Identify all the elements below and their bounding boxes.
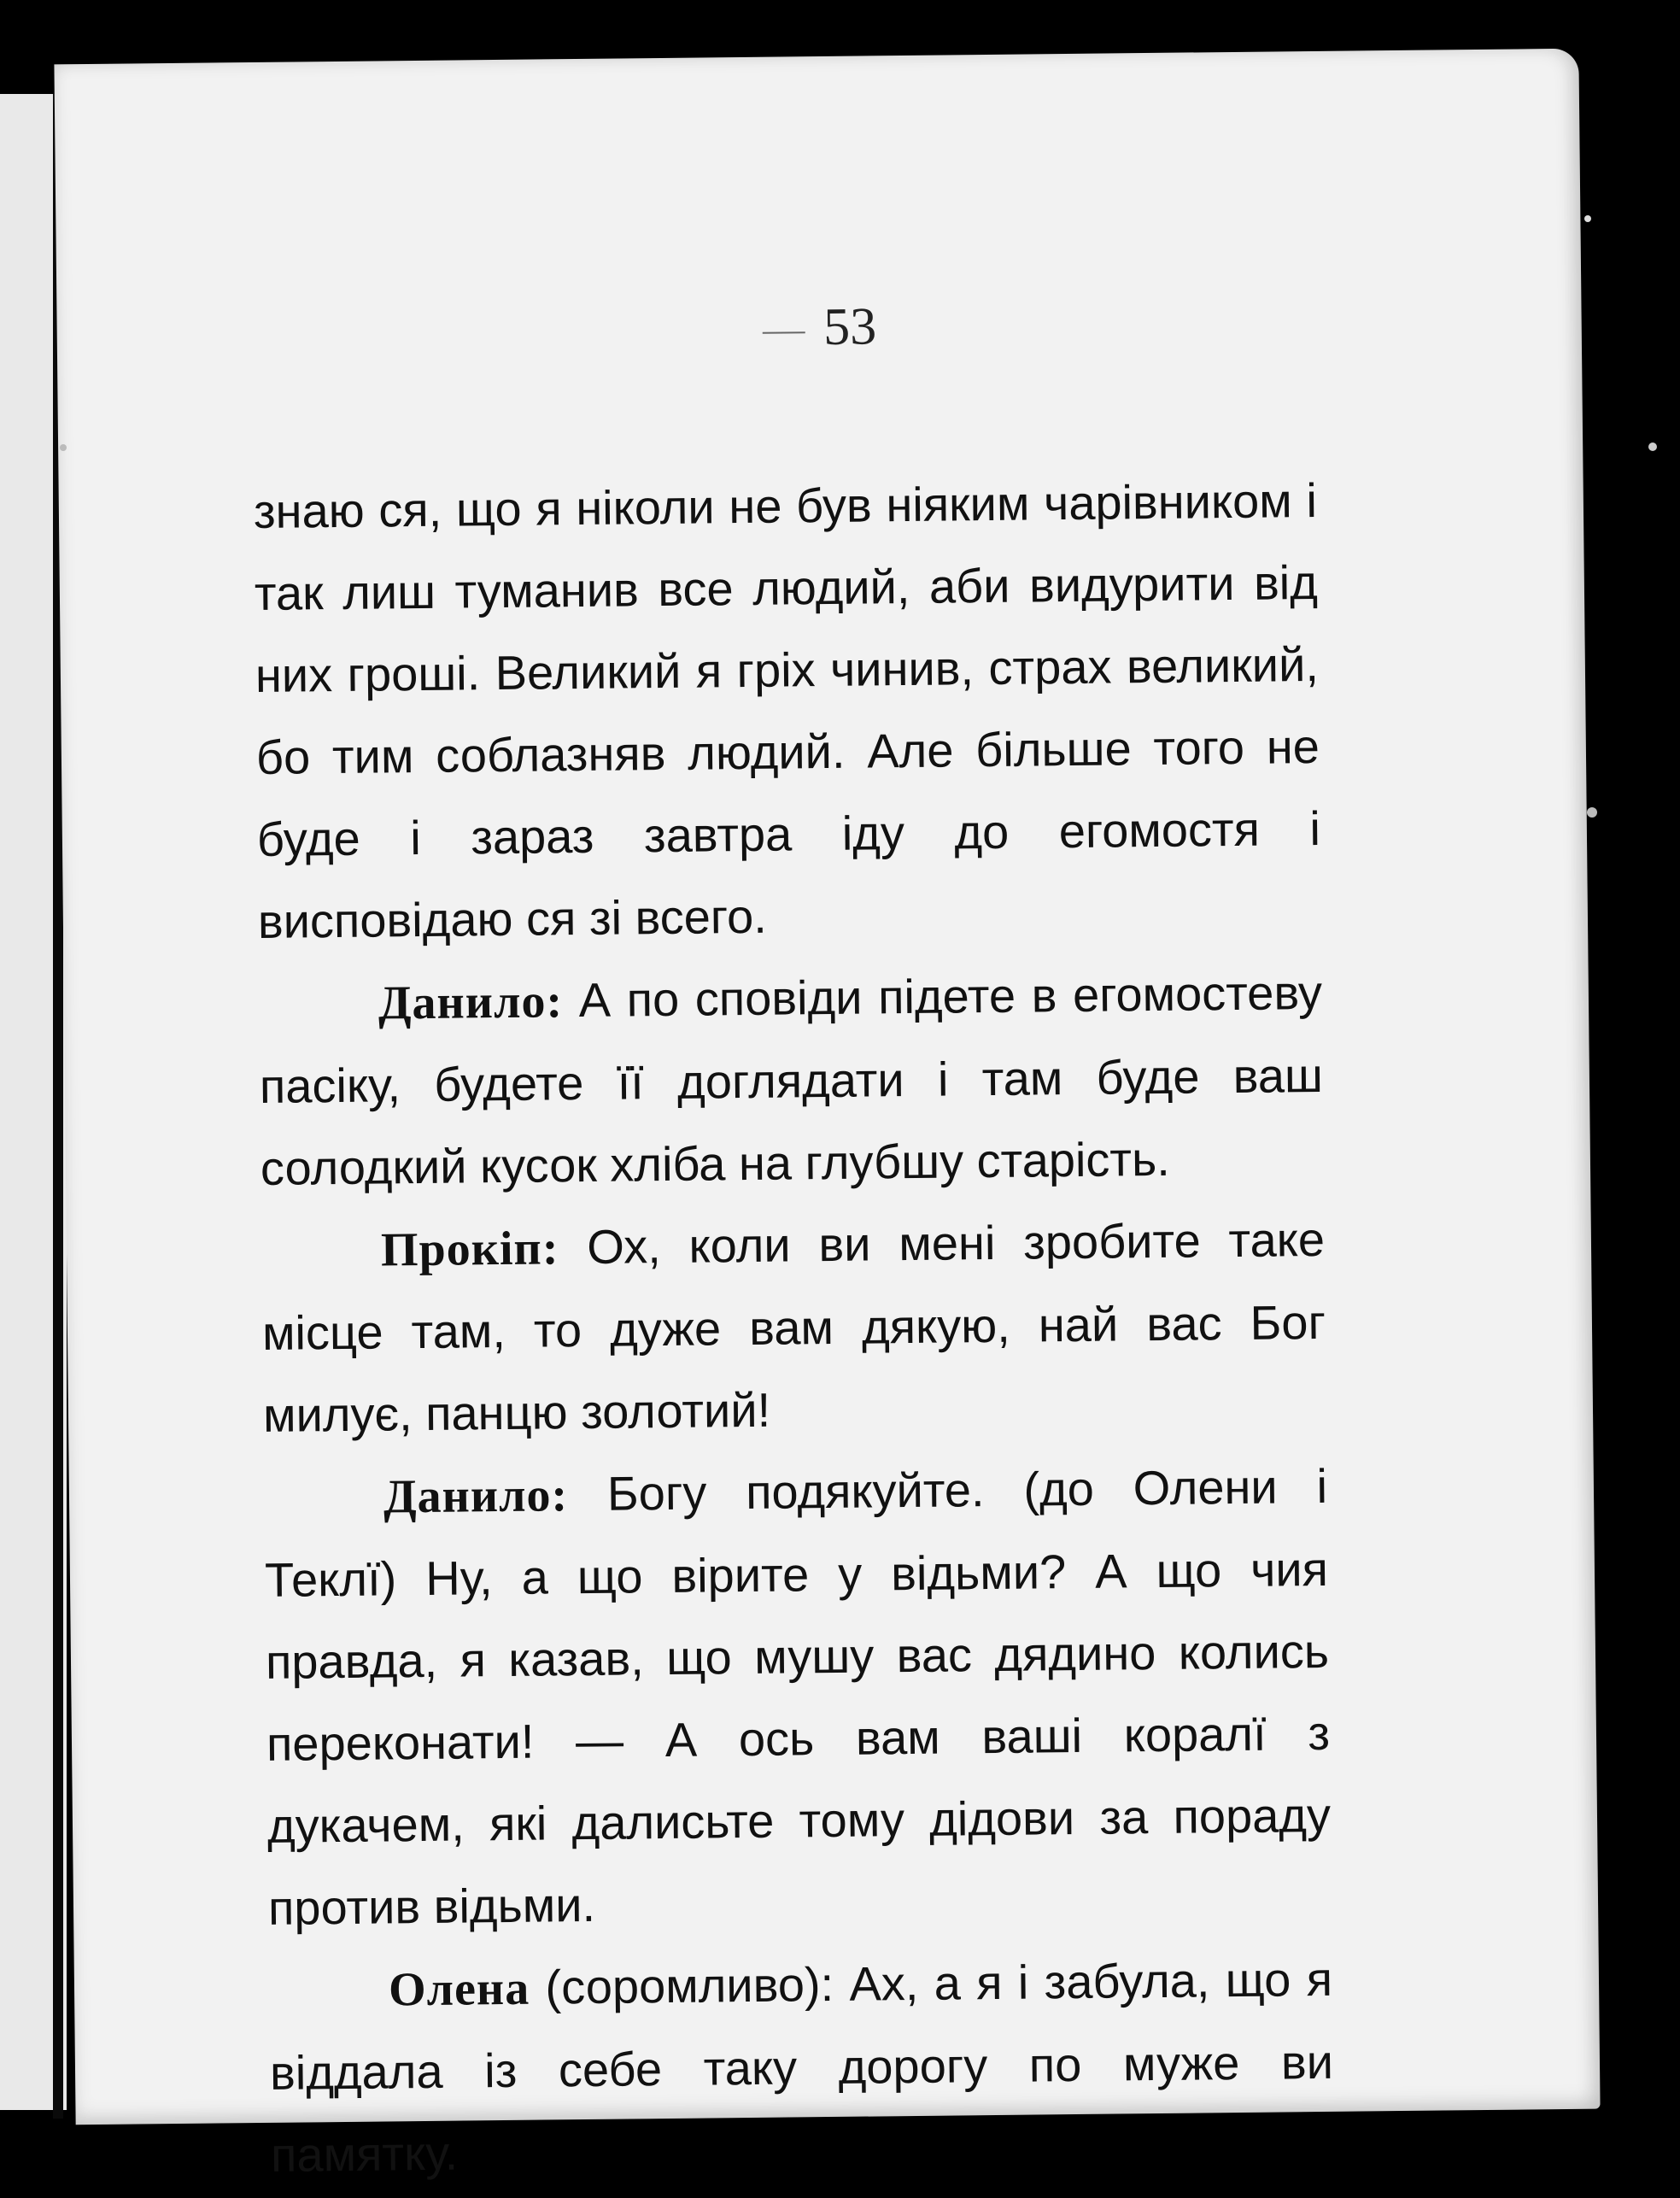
paragraph-text: Богу подякуйте. (до Олени і Теклї) Ну, а що вірите у відьми? А що чия правда, я казав, що мушу вас дядино колись переконати! — А ось вам ваші коралї з дукачем, які далисьте тому дідови за пораду против відьми. [264, 1458, 1332, 1935]
dust-speck [1587, 807, 1597, 818]
dust-speck [1648, 443, 1657, 451]
stage-direction: (соромливо): [545, 1956, 834, 2014]
paragraph-olena [269, 1938, 1335, 2196]
dust-speck [60, 444, 67, 451]
book-page [54, 49, 1600, 2182]
page-number [56, 290, 1582, 366]
dust-speck [1584, 215, 1591, 222]
paragraph-text: Ох, коли ви мені зробите таке місце там, то дуже вам дякую, най вас Бог милує, панцю золотий! [261, 1211, 1326, 1442]
paragraph-danylo-2 [263, 1445, 1332, 1949]
paragraph-text: знаю ся, що я ніколи не був ніяким чарівником і так лиш туманив все людий, аби видурити від них гроші. Великий я гріх чинив, страх великий, бо тим соблазняв людий. Але більше того не буде і зараз завтра іду до егомостя і висповідаю ся зі всего. [253, 472, 1321, 948]
page-text [253, 460, 1334, 2196]
paragraph-continuation [253, 460, 1321, 963]
paragraph-text: А по сповіди підете в егомостеву пасіку, будете її доглядати і там буде ваш солодкий кусок хліба на глубшу старість. [259, 964, 1324, 1195]
speaker-name: Данило: [383, 1468, 569, 1524]
speaker-name: Прокіп: [380, 1222, 559, 1277]
paragraph-prokip [260, 1199, 1326, 1457]
paragraph-text: Ах, а я і забула, що я віддала із себе таку дорогу по муже ви памятку. [269, 1951, 1334, 2182]
speaker-name: Данило: [378, 975, 564, 1030]
page-number-text: 53 [822, 297, 877, 356]
page-number-dash [762, 331, 805, 334]
paragraph-danylo-1 [258, 952, 1324, 1210]
speaker-name: Олена [388, 1961, 530, 2017]
